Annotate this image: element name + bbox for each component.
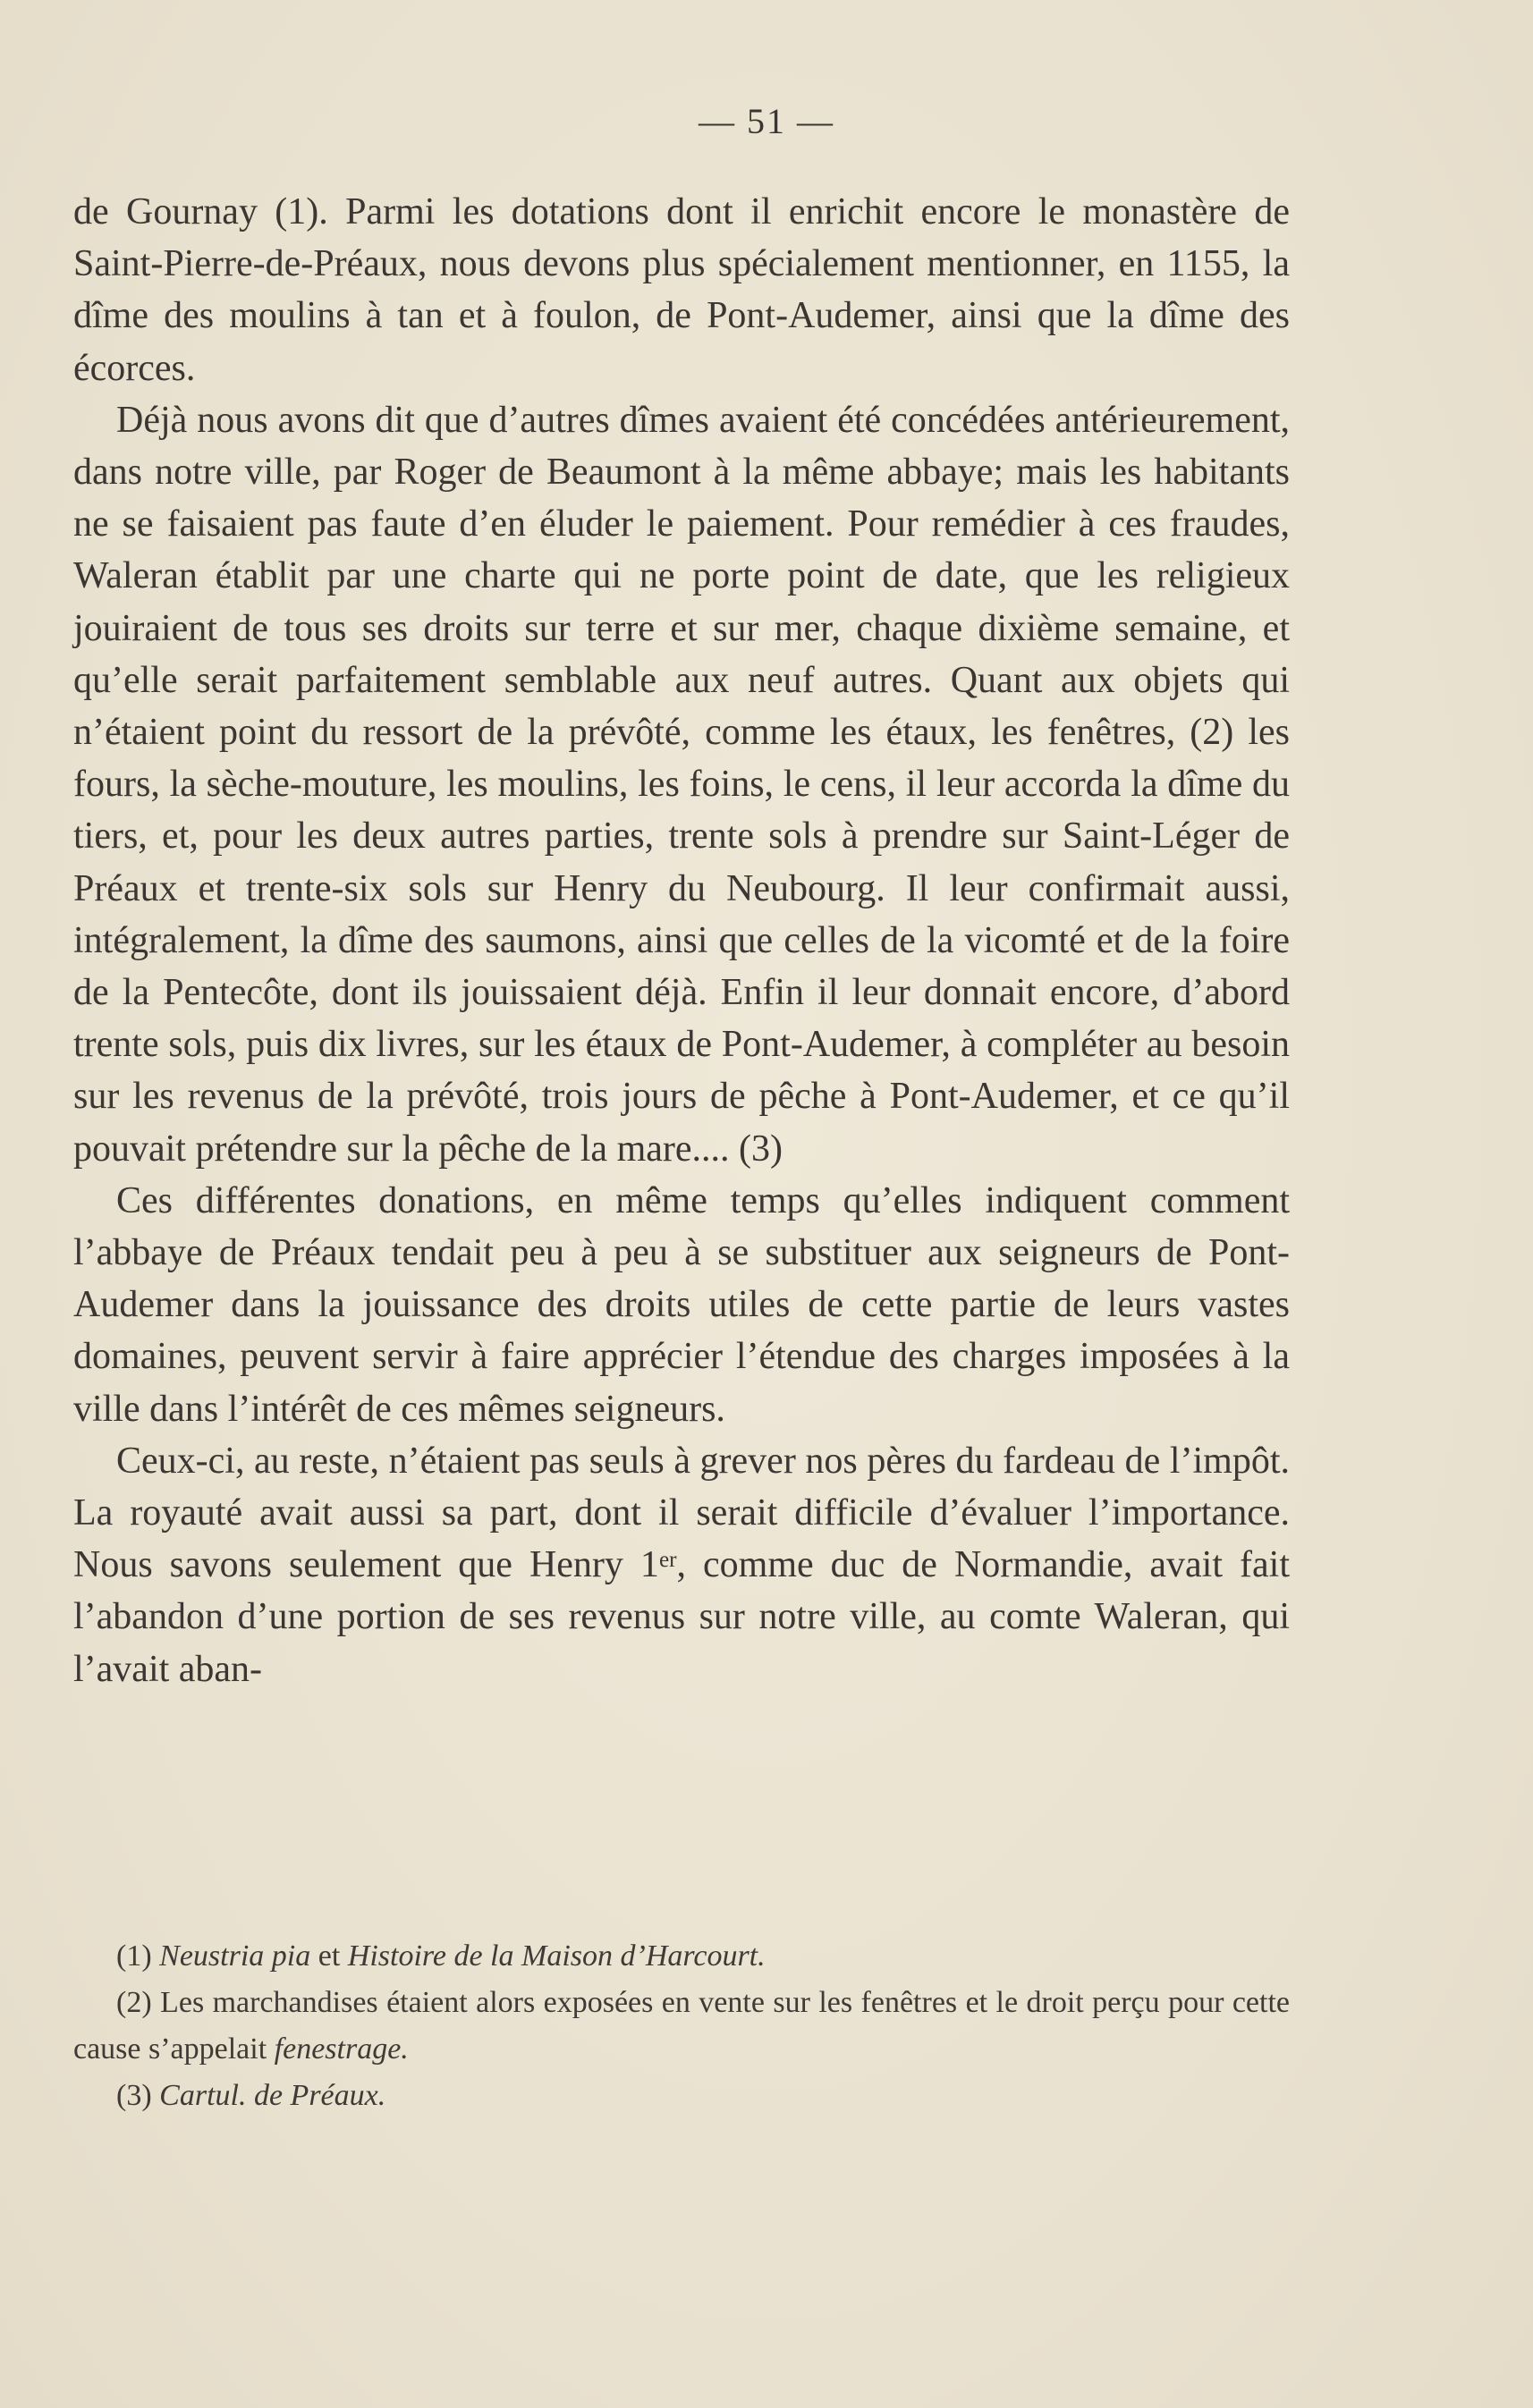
paragraph-4 [73, 1435, 1290, 1695]
footnote-3 [73, 2073, 1290, 2119]
main-text [73, 186, 1290, 1695]
footnote-2-term: fenestrage. [274, 2032, 409, 2066]
footnote-1-title-a: Neustria pia [159, 1939, 311, 1973]
paragraph-2: Déjà nous avons dit que d’autres dîmes avaient été concédées antérieurement, dans notre ville, par Roger de Beaumont à la même abbaye; mais les habitants ne se faisaient pas faute d’en éluder le paiement. Pour remédier à ces fraudes, Waleran établit par une charte qui ne porte point de date, que les religieux jouiraient de tous ses droits sur terre et sur mer, chaque dixième semaine, et qu’elle serait parfaitement semblable aux neuf autres. Quant aux objets qui n’étaient point du ressort de la prévôté, comme les étaux, les fenêtres, (2) les fours, la sèche-mouture, les moulins, les foins, le cens, il leur accorda la dîme du tiers, et, pour les deux autres parties, trente sols à prendre sur Saint-Léger de Préaux et trente-six sols sur Henry du Neubourg. Il leur confirmait aussi, intégralement, la dîme des saumons, ainsi que celles de la vicomté et de la foire de la Pentecôte, dont ils jouissaient déjà. Enfin il leur donnait encore, d’abord trente sols, puis dix livres, sur les étaux de Pont-Audemer, à compléter au besoin sur les revenus de la prévôté, trois jours de pêche à Pont-Audemer, et ce qu’il pouvait prétendre sur la pêche de la mare.... (3) [73, 399, 1290, 1170]
footnote-3-source: Cartul. de Préaux. [159, 2079, 386, 2112]
footnote-2 [73, 1980, 1290, 2073]
paragraph-4-text-a: Ceux-ci, au reste, n’étaient pas seuls à grever nos pères du fardeau de l’impôt. La royauté avait aussi sa part, dont il serait difficile d’évaluer l’importance. Nous savons seulement que Henry 1 [73, 1440, 1290, 1586]
superscript-er: er [658, 1547, 677, 1572]
paragraph-3: Ces différentes donations, en même temps qu’elles indiquent comment l’abbaye de Préaux tendait peu à peu à se substituer aux seigneurs de Pont-Audemer dans la jouissance des droits utiles de cette partie de leurs vastes domaines, peuvent servir à faire apprécier l’étendue des charges imposées à la ville dans l’intérêt de ces mêmes seigneurs. [73, 1179, 1290, 1430]
page-number: — 51 — [699, 101, 834, 141]
footnote-2-text: Les marchandises étaient alors exposées en vente sur les fenêtres et le droit perçu pour cette cause s’appelait [73, 1986, 1290, 2066]
paragraph-4-text-b: , comme duc de Normandie, avait fait l’abandon d’une portion de ses revenus sur notre ville, au comte Waleran, qui l’avait aban- [73, 1544, 1290, 1690]
footnote-1-connector: et [310, 1939, 348, 1973]
paragraph-1: de Gournay (1). Parmi les dotations dont il enrichit encore le monastère de Saint-Pierre-de-Préaux, nous devons plus spécialement mentionner, en 1155, la dîme des moulins à tan et à foulon, de Pont-Audemer, ainsi que la dîme des écorces. [73, 191, 1290, 389]
footnotes [73, 1933, 1290, 2119]
footnote-1 [73, 1933, 1290, 1980]
footnote-3-number: (3) [116, 2079, 152, 2112]
footnote-1-title-b: Histoire de la Maison d’Harcourt. [347, 1939, 766, 1973]
footnote-1-number: (1) [116, 1939, 152, 1973]
footnote-2-number: (2) [116, 1986, 152, 2019]
